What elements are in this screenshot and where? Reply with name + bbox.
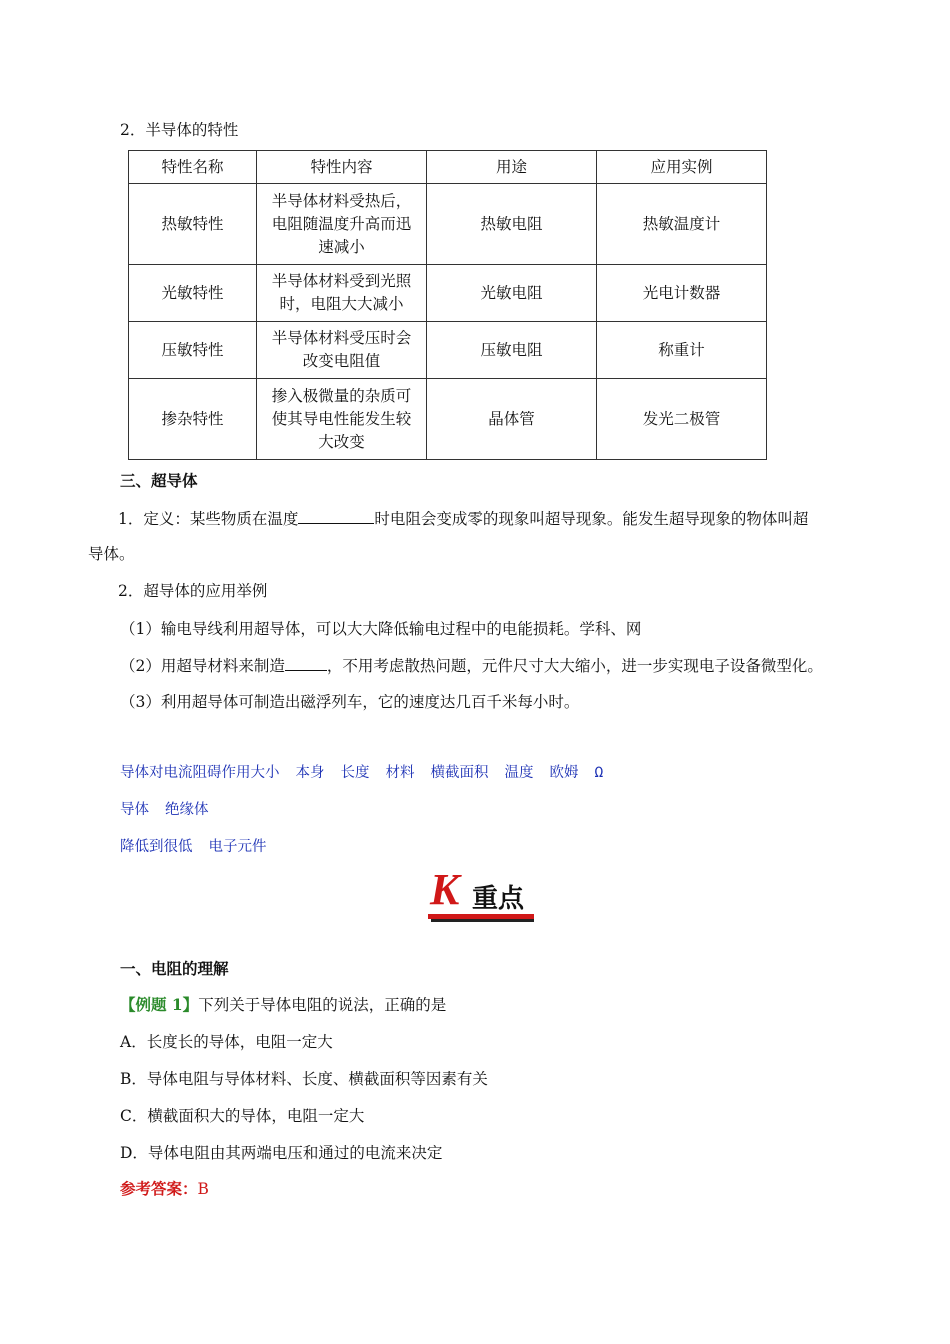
cell-property-content [257, 322, 427, 379]
definition-suffix: 时电阻会变成零的现象叫超导现象。能发生超导现象的物体叫超 [374, 510, 809, 528]
content-line: 大改变 [318, 432, 365, 451]
answer-item: 导体 [120, 802, 149, 818]
semiconductor-properties-table [128, 150, 767, 460]
column-header: 用途 [427, 151, 597, 184]
question-text: 下列关于导体电阻的说法，正确的是 [198, 996, 447, 1014]
applications-title: 2．超导体的应用举例 [118, 582, 268, 600]
content-line: 改变电阻值 [302, 352, 381, 370]
table-header-row [129, 151, 767, 184]
column-header: 特性内容 [257, 151, 427, 184]
column-header: 应用实例 [597, 151, 767, 184]
option-d: D．导体电阻由其两端电压和通过的电流来决定 [120, 1144, 443, 1162]
answer-item: 本身 [295, 765, 325, 781]
answer-line-3 [120, 835, 283, 856]
content-line: 半导体材料受热后， [271, 191, 412, 210]
content-line: 电阻随温度升高而迅 [271, 214, 412, 233]
answer-item: 降低到很低 [120, 839, 193, 855]
application-1: （1）输电导线利用超导体，可以大大降低输电过程中的电能损耗。学科、网 [120, 620, 642, 638]
reference-answer [120, 1177, 209, 1199]
definition-prefix: 1．定义：某些物质在温度 [118, 510, 299, 528]
table-row [129, 322, 767, 379]
key-points-logo [428, 865, 538, 924]
cell-property-content [257, 265, 427, 322]
definition-line [118, 507, 808, 529]
table-row [129, 184, 767, 265]
content-line: 半导体材料受压时会 [271, 329, 412, 347]
content-line: 时，电阻大大减小 [279, 295, 404, 313]
answer-item: 温度 [504, 765, 534, 781]
answer-item: 欧姆 [549, 765, 579, 781]
cell-example: 光电计数器 [597, 265, 767, 322]
cell-use: 热敏电阻 [427, 184, 597, 265]
logo-letter: K [430, 865, 460, 914]
content-line: 使其导电性能发生较 [271, 409, 412, 428]
application-2 [120, 654, 823, 676]
cell-property-name: 掺杂特性 [129, 379, 257, 460]
application-2-suffix: ，不用考虑散热问题，元件尺寸大大缩小，进一步实现电子设备微型化。 [326, 657, 823, 675]
cell-use: 光敏电阻 [427, 265, 597, 322]
answer-item: 横截面积 [430, 765, 489, 781]
column-header: 特性名称 [129, 151, 257, 184]
application-2-prefix: （2）用超导材料来制造 [120, 657, 285, 675]
answer-item: 长度 [340, 765, 370, 781]
table-row [129, 379, 767, 460]
superconductor-heading: 三、超导体 [120, 471, 198, 490]
cell-property-content [257, 184, 427, 265]
answer-item: Ω [594, 765, 604, 781]
definition-line-2: 导体。 [88, 545, 135, 563]
example-question [120, 993, 446, 1015]
answer-value: B [197, 1180, 209, 1198]
section2-title: 2．半导体的特性 [120, 121, 239, 139]
content-line: 掺入极微量的杂质可 [271, 386, 412, 405]
answer-item: 绝缘体 [165, 802, 209, 818]
logo-underline-shadow [431, 919, 534, 922]
answer-line-2 [120, 798, 225, 819]
answer-item: 电子元件 [208, 839, 267, 855]
key-heading: 一、电阻的理解 [120, 959, 229, 978]
option-b: B．导体电阻与导体材料、长度、横截面积等因素有关 [120, 1070, 488, 1088]
content-line: 半导体材料受到光照 [271, 272, 412, 290]
fill-blank [285, 654, 327, 671]
fill-blank [298, 507, 374, 524]
cell-use: 压敏电阻 [427, 322, 597, 379]
cell-property-name: 压敏特性 [129, 322, 257, 379]
answer-line-1 [120, 761, 619, 782]
option-a: A．长度长的导体，电阻一定大 [120, 1033, 333, 1051]
cell-example: 热敏温度计 [597, 184, 767, 265]
answer-label: 参考答案： [120, 1179, 198, 1198]
answer-item: 导体对电流阻碍作用大小 [120, 765, 280, 781]
answer-item: 材料 [385, 765, 415, 781]
application-3: （3）利用超导体可制造出磁浮列车，它的速度达几百千米每小时。 [120, 693, 580, 711]
content-line: 速减小 [318, 237, 365, 256]
logo-text: 重点 [472, 884, 525, 914]
cell-example: 称重计 [597, 322, 767, 379]
cell-property-name: 热敏特性 [129, 184, 257, 265]
cell-use: 晶体管 [427, 379, 597, 460]
cell-example: 发光二极管 [597, 379, 767, 460]
cell-property-name: 光敏特性 [129, 265, 257, 322]
table-row [129, 265, 767, 322]
option-c: C．横截面积大的导体，电阻一定大 [120, 1107, 365, 1125]
example-label: 【例题 1】 [120, 995, 199, 1014]
cell-property-content [257, 379, 427, 460]
